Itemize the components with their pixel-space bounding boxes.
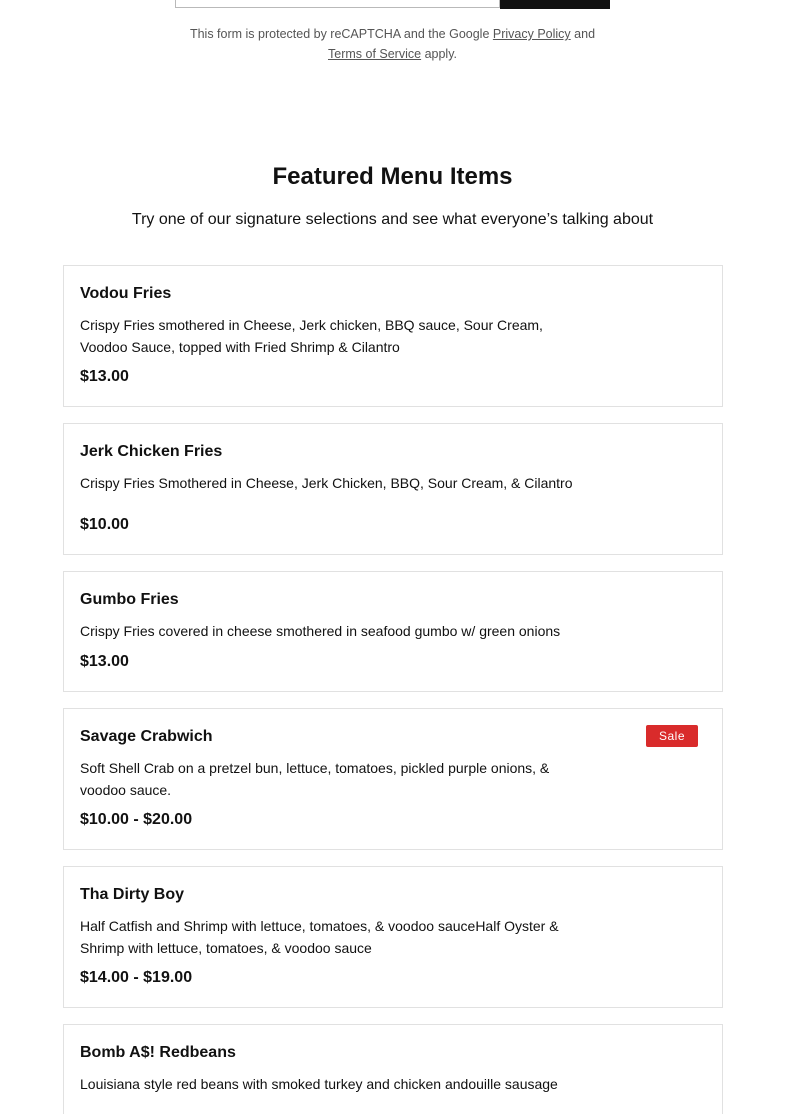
menu-item-price: $14.00 - $19.00 [80, 969, 193, 986]
menu-item-name: Bomb A$! Redbeans [80, 1044, 236, 1061]
menu-item-card-vodou-fries[interactable] [63, 265, 723, 407]
menu-item-name: Vodou Fries [80, 285, 172, 302]
menu-item-card-gumbo-fries[interactable] [63, 571, 723, 692]
terms-of-service-link[interactable]: Terms of Service [328, 47, 422, 61]
menu-item-name: Gumbo Fries [80, 591, 179, 608]
menu-item-card-jerk-chicken-fries[interactable] [63, 423, 723, 555]
menu-item-name: Tha Dirty Boy [80, 886, 185, 903]
menu-item-card-savage-crabwich[interactable] [63, 708, 723, 850]
menu-item-name: Jerk Chicken Fries [80, 443, 223, 460]
menu-item-price: $13.00 [80, 653, 129, 670]
menu-item-price: $13.00 [80, 368, 129, 385]
section-subtitle: Try one of our signature selections and see what everyone’s talking about [131, 211, 654, 228]
newsletter-form [0, 0, 785, 10]
privacy-policy-link[interactable]: Privacy Policy [492, 27, 571, 41]
email-field[interactable] [175, 0, 500, 8]
menu-item-description: Crispy Fries Smothered in Cheese, Jerk Chicken, BBQ, Sour Cream, & Cilantro [80, 475, 573, 491]
recaptcha-text-suffix: apply. [421, 47, 457, 61]
menu-item-description: Soft Shell Crab on a pretzel bun, lettuce, tomatoes, pickled purple onions, & voodoo sauce. [80, 760, 550, 798]
menu-item-description: Half Catfish and Shrimp with lettuce, tomatoes, & voodoo sauceHalf Oyster & Shrimp with lettuce, tomatoes, & voodoo sauce [80, 918, 559, 956]
menu-item-description: Crispy Fries covered in cheese smothered in seafood gumbo w/ green onions [80, 623, 561, 639]
recaptcha-text-middle: and [570, 27, 596, 41]
menu-item-description: Crispy Fries smothered in Cheese, Jerk chicken, BBQ sauce, Sour Cream, Voodoo Sauce, topped with Fried Shrimp & Cilantro [80, 317, 543, 355]
menu-item-card-tha-dirty-boy[interactable] [63, 866, 723, 1008]
menu-item-price: $10.00 - $20.00 [80, 811, 193, 828]
recaptcha-text-prefix: This form is protected by reCAPTCHA and the Google [189, 27, 493, 41]
subscribe-button[interactable] [500, 0, 610, 9]
menu-item-card-bomb-redbeans[interactable] [63, 1024, 723, 1114]
section-title: Featured Menu Items [272, 163, 513, 190]
menu-item-price: $10.00 [80, 516, 129, 533]
recaptcha-notice [150, 24, 635, 64]
menu-item-name: Savage Crabwich [80, 728, 213, 745]
sale-badge: Sale [646, 725, 698, 747]
menu-item-description: Louisiana style red beans with smoked turkey and chicken andouille sausage [80, 1076, 558, 1092]
